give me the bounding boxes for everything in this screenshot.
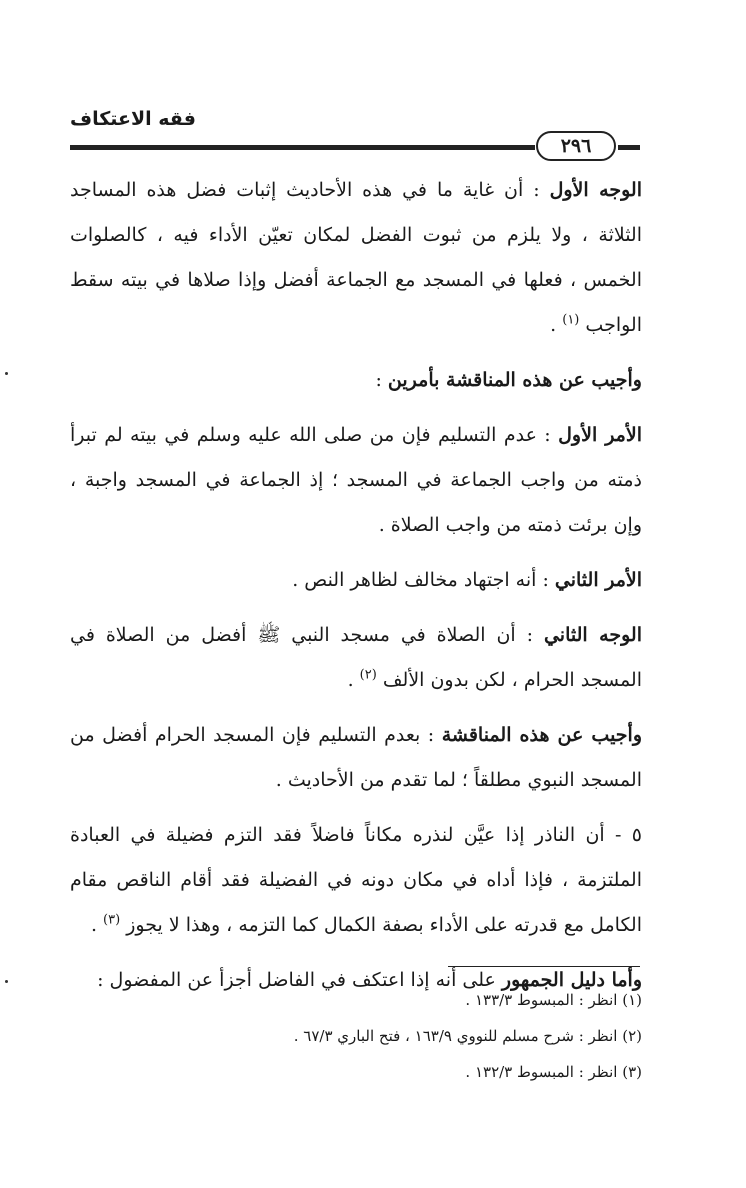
paragraph-text: على أنه إذا اعتكف في الفاضل أجزأ عن المفضول : [97,969,502,991]
footnote-ref: (١) [562,312,580,328]
paragraph-heading: الأمر الأول [558,424,642,446]
main-text [70,168,642,1003]
footnote-item: (٢) انظر : شرح مسلم للنووي ١٦٣/٩ ، فتح الباري ٦٧/٣ . [293,1027,642,1045]
footnote-ref: (٢) [359,667,377,683]
footnote-item: (١) انظر : المبسوط ١٣٣/٣ . [465,991,642,1009]
header-rule-left [70,145,535,150]
margin-mark [5,372,8,375]
paragraph-text: : بعدم التسليم فإن المسجد الحرام أفضل من المسجد النبوي مطلقاً ؛ لما تقدم من الأحاديث . [70,724,642,791]
paragraph-first-aspect [70,168,642,348]
paragraph-tail: . [347,669,360,691]
paragraph-second-aspect [70,613,642,703]
margin-mark [5,980,8,983]
paragraph-heading: الأمر الثاني [554,569,642,591]
paragraph-text: ٥ - أن الناذر إذا عيَّن لنذره مكاناً فاضلاً فقد التزم فضيلة في العبادة الملتزمة ، فإذا أداه في مكان دونه في الفضيلة فقد أقام الناقص مقام الكامل مع قدرته على الأداء بصفة الكمال كما التزمه ، وهذا لا يجوز [70,824,642,936]
paragraph-heading: وأجيب عن هذه المناقشة [441,724,642,746]
footnote-item: (٣) انظر : المبسوط ١٣٢/٣ . [465,1063,642,1081]
footnote-ref: (٣) [103,912,121,928]
paragraph-text: : أن الصلاة في مسجد النبي ﷺ أفضل من الصلاة في المسجد الحرام ، لكن بدون الألف [70,624,642,691]
paragraph-first-matter [70,413,642,548]
paragraph-heading: وأجيب عن هذه المناقشة بأمرين [387,369,642,391]
paragraph-text: : [375,369,388,391]
paragraph-heading: وأما دليل الجمهور [501,969,642,991]
paragraph-answer-intro [70,358,642,403]
paragraph-tail: . [550,314,563,336]
paragraph-second-matter [70,558,642,603]
paragraph-point-five [70,813,642,948]
running-header-title: فقه الاعتكاف [70,108,196,130]
footnotes [70,982,642,1090]
paragraph-text: : عدم التسليم فإن من صلى الله عليه وسلم في بيته لم تبرأ ذمته من واجب الجماعة في المسجد ؛ إذ الجماعة في المسجد واجبة ، وإن برئت ذمته من واجب الصلاة . [70,424,642,536]
paragraph-text: : أنه اجتهاد مخالف لظاهر النص . [292,569,555,591]
paragraph-answer-discussion [70,713,642,803]
paragraph-heading: الوجه الثاني [543,624,642,646]
paragraph-heading: الوجه الأول [549,179,642,201]
page-number: ٢٩٦ [536,131,616,161]
footnote-separator [448,966,640,967]
header-rule-right [618,145,640,150]
paragraph-tail: . [90,914,104,936]
paragraph-text: : أن غاية ما في هذه الأحاديث إثبات فضل هذه المساجد الثلاثة ، ولا يلزم من ثبوت الفضل لمكان تعيّن الأداء فيه ، كالصلوات الخمس ، فعلها في المسجد مع الجماعة أفضل وإذا صلاها في بيته سقط الواجب [70,179,642,336]
